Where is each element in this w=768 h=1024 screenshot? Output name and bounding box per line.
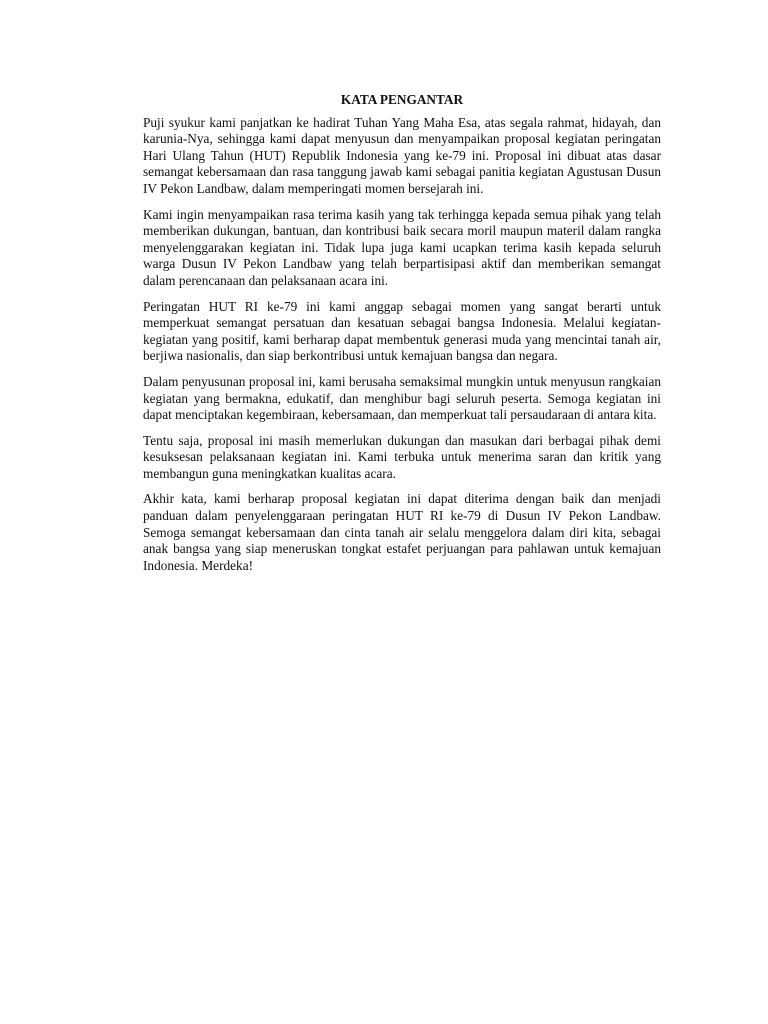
paragraph-4: Dalam penyusunan proposal ini, kami berusaha semaksimal mungkin untuk menyusun rangkaian kegiatan yang bermakna, edukatif, dan menghibur bagi seluruh peserta. Semoga kegiatan ini dapat menciptakan kegembiraan, kebersamaan, dan memperkuat tali persaudaraan di antara kita.: [143, 373, 661, 423]
paragraph-3: Peringatan HUT RI ke-79 ini kami anggap sebagai momen yang sangat berarti untuk memperkuat semangat persatuan dan kesatuan sebagai bangsa Indonesia. Melalui kegiatan-kegiatan yang positif, kami berharap dapat membentuk generasi muda yang mencintai tanah air, berjiwa nasionalis, dan siap berkontribusi untuk kemajuan bangsa dan negara.: [143, 298, 661, 364]
paragraph-2: Kami ingin menyampaikan rasa terima kasih yang tak terhingga kepada semua pihak yang telah memberikan dukungan, bantuan, dan kontribusi baik secara moril maupun materil dalam rangka menyelenggarakan kegiatan ini. Tidak lupa juga kami ucapkan terima kasih kepada seluruh warga Dusun IV Pekon Landbaw yang telah berpartisipasi aktif dan memberikan semangat dalam perencanaan dan pelaksanaan acara ini.: [143, 206, 661, 288]
paragraph-6: Akhir kata, kami berharap proposal kegiatan ini dapat diterima dengan baik dan menjadi panduan dalam penyelenggaraan peringatan HUT RI ke-79 di Dusun IV Pekon Landbaw. Semoga semangat kebersamaan dan cinta tanah air selalu menggelora dalam diri kita, sebagai anak bangsa yang siap meneruskan tongkat estafet perjuangan para pahlawan untuk kemajuan Indonesia. Merdeka!: [143, 491, 661, 573]
paragraph-5: Tentu saja, proposal ini masih memerlukan dukungan dan masukan dari berbagai pihak demi kesuksesan pelaksanaan kegiatan ini. Kami terbuka untuk menerima saran dan kritik yang membangun guna meningkatkan kualitas acara.: [143, 432, 661, 481]
document-body: [143, 92, 661, 583]
document-title: KATA PENGANTAR: [340, 92, 464, 107]
paragraph-1: Puji syukur kami panjatkan ke hadirat Tuhan Yang Maha Esa, atas segala rahmat, hidayah, dan karunia-Nya, sehingga kami dapat menyusun dan menyampaikan proposal kegiatan peringatan Hari Ulang Tahun (HUT) Republik Indonesia yang ke-79 ini. Proposal ini dibuat atas dasar semangat kebersamaan dan rasa tanggung jawab kami sebagai panitia kegiatan Agustusan Dusun IV Pekon Landbaw, dalam memperingati momen bersejarah ini.: [143, 114, 661, 196]
